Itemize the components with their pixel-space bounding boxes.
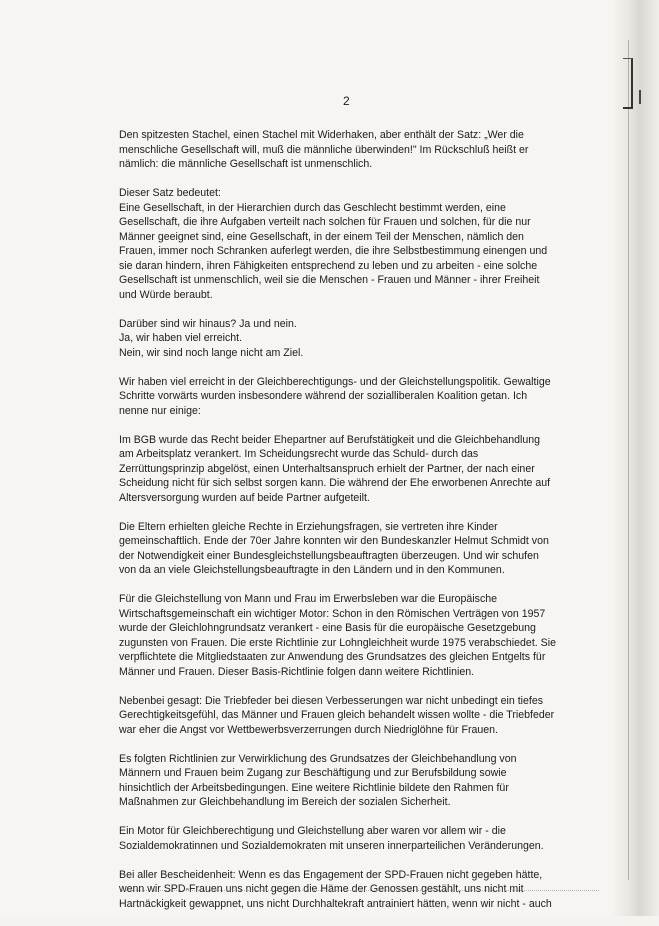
paragraph: Es folgten Richtlinien zur Verwirklichung des Grundsatzes der Gleichbehandlung von Männern und Frauen beim Zugang zur Beschäftigung und zur Berufsbildung sowie hinsichtlich der Arbeitsbedingungen. Eine weitere Richtlinie bildete den Rahmen für Maßnahmen zur Gleichbehandlung im Bereich der sozialen Sicherheit. xyxy=(119,752,517,808)
page-number: 2 xyxy=(343,94,350,108)
paragraph: Für die Gleichstellung von Mann und Frau im Erwerbsleben war die Europäische Wirtschaftsgemeinschaft ein wichtiger Motor: Schon in den Römischen Verträgen von 1957 wurde der Gleichlohngrundsatz verankert - eine Basis für die europäische Gesetzgebung zugunsten von Frauen. Die erste Richtlinie zur Lohngleichheit wurde 1975 verabschiedet. Sie verpflichtete die Mitgliedstaaten zur Anwendung des Grundsatzes des gleichen Entgelts für Männer und Frauen. Dieser Basis-Richtlinie folgen dann weitere Richtlinien. xyxy=(119,593,556,678)
paragraph: Die Eltern erhielten gleiche Rechte in Erziehungsfragen, sie vertreten ihre Kinder gemeinschaftlich. Ende der 70er Jahre konnten wir den Bundeskanzler Helmut Schmidt von der Notwendigkeit einer Bundesgleichstellungsbeauftragten überzeugen. Und wir schufen von da an viele Gleichstellungsbeauftragte in den Ländern und in den Kommunen. xyxy=(119,520,549,576)
paragraph: Nebenbei gesagt: Die Triebfeder bei diesen Verbesserungen war nicht unbedingt ein tiefes Gerechtigkeitsgefühl, das Männer und Frauen gleich behandelt wissen wollte - die Triebfeder war eher die Angst vor Wettbewerbsverzerrungen durch Niedriglöhne für Frauen. xyxy=(119,694,555,736)
scan-edge-shadow xyxy=(611,0,659,916)
document-body xyxy=(119,128,577,926)
paragraph: Darüber sind wir hinaus? Ja und nein. Ja, wir haben viel erreicht. Nein, wir sind noch lange nicht am Ziel. xyxy=(119,317,304,359)
paragraph: Den spitzesten Stachel, einen Stachel mit Widerhaken, aber enthält der Satz: „Wer die menschliche Gesellschaft will, muß die männliche überwinden!" Im Rückschluß heißt er nämlich: die männliche Gesellschaft ist unmenschlich. xyxy=(119,129,529,170)
paragraph: Im BGB wurde das Recht beider Ehepartner auf Berufstätigkeit und die Gleichbehandlung am Arbeitsplatz verankert. Im Scheidungsrecht wurde das Schuld- durch das Zerrüttungsprinzip abgelöst, einen Unterhaltsanspruch erhielt der Partner, der nach einer Scheidung nicht für sich selbst sorgen kann. Die während der Ehe erworbenen Anrechte auf Altersversorgung wurden auf beide Partner aufgeteilt. xyxy=(119,433,551,504)
scan-binding-mark xyxy=(623,58,633,109)
paragraph: Dieser Satz bedeutet: Eine Gesellschaft, in der Hierarchien durch das Geschlecht bestimmt werden, eine Gesellschaft, die ihre Aufgaben verteilt nach solchen für Frauen und solchen, für die nur Männer geeignet sind, eine Gesellschaft, in der einem Teil der Menschen, nämlich den Frauen, immer noch Schranken auferlegt werden, die ihre Selbstbestimmung einengen und sie daran hindern, ihren Fähigkeiten entsprechend zu leben und zu arbeiten - eine solche Gesellschaft ist unmenschlich, weil sie die Menschen - Frauen und Männer - ihrer Freiheit und Würde beraubt. xyxy=(119,187,548,301)
scan-edge-line xyxy=(628,40,629,880)
paragraph: Bei aller Bescheidenheit: Wenn es das Engagement der SPD-Frauen nicht gegeben hätte, wenn wir SPD-Frauen uns nicht gegen die Häme der Genossen gestählt, uns nicht mit Hartnäckigkeit gewappnet, uns nicht Durchhaltekraft antrainiert hätten, wenn wir nicht - auch xyxy=(119,868,552,910)
scan-bottom-noise xyxy=(120,890,599,897)
scan-mark xyxy=(639,90,641,104)
paragraph: Ein Motor für Gleichberechtigung und Gleichstellung aber waren vor allem wir - die Sozialdemokratinnen und Sozialdemokraten mit unseren innerparteilichen Veränderungen. xyxy=(119,825,544,852)
paragraph: Wir haben viel erreicht in der Gleichberechtigungs- und der Gleichstellungspolitik. Gewaltige Schritte vorwärts wurden insbesondere während der sozialliberalen Koalition getan. Ich nenne nur einige: xyxy=(119,375,551,417)
